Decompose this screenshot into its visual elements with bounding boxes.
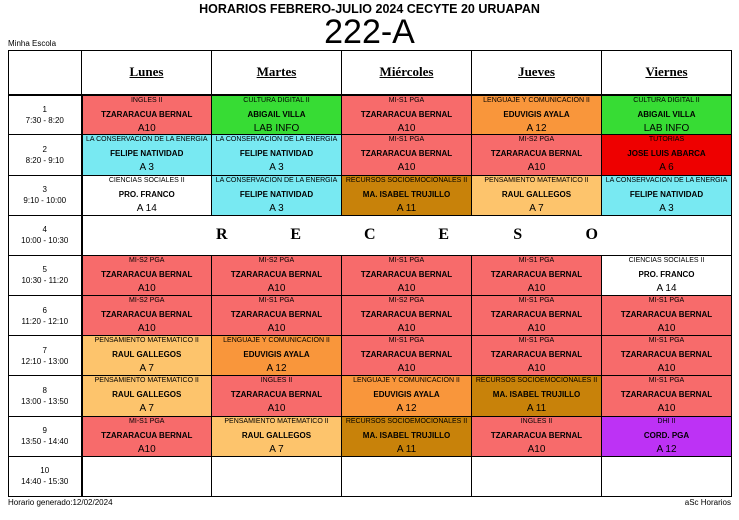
period-number: 3: [42, 185, 47, 195]
lesson-subject: LA CONSERVACION DE LA ENERGIA: [605, 176, 728, 184]
lesson-teacher: TZARARACUA BERNAL: [101, 310, 193, 320]
lesson-cell[interactable]: [342, 135, 472, 175]
lesson-room: A 7: [139, 363, 154, 375]
lesson-room: A10: [527, 162, 546, 174]
lesson-cell[interactable]: [602, 296, 732, 336]
period-number: 9: [42, 426, 47, 436]
lesson-room: A10: [397, 323, 416, 335]
lesson-cell[interactable]: [212, 175, 342, 215]
lesson-cell[interactable]: [342, 95, 472, 135]
period-row: [9, 175, 732, 215]
lesson-cell[interactable]: [82, 376, 212, 416]
lesson-subject: INGLES II: [520, 417, 553, 425]
lesson-cell[interactable]: [82, 416, 212, 456]
lesson-room: A10: [137, 282, 156, 294]
period-number: 5: [42, 265, 47, 275]
lesson-cell[interactable]: [212, 336, 342, 376]
lesson-room: A10: [267, 403, 286, 415]
lesson-subject: MI-S1 PGA: [388, 256, 425, 264]
period-time: 7:30 - 8:20: [25, 116, 64, 126]
lesson-subject: MI-S1 PGA: [129, 417, 165, 425]
lesson-teacher: MA. ISABEL TRUJILLO: [362, 189, 451, 199]
lesson-room: A10: [657, 403, 676, 415]
period-time: 8:20 - 9:10: [25, 155, 64, 165]
lesson-teacher: ABIGAIL VILLA: [247, 109, 306, 119]
lesson-room: A 11: [526, 403, 547, 415]
lesson-room: A10: [397, 162, 416, 174]
lesson-room: A10: [397, 282, 416, 294]
lesson-teacher: TZARARACUA BERNAL: [360, 149, 453, 159]
period-time: 13:00 - 13:50: [21, 396, 69, 406]
period-number: 8: [42, 385, 47, 395]
lesson-room: A10: [527, 282, 546, 294]
lesson-cell[interactable]: [472, 336, 602, 376]
lesson-room: A 7: [529, 202, 544, 214]
day-header-miercoles: Miércoles: [342, 51, 472, 95]
lesson-subject: TUTORIAS: [648, 136, 685, 144]
lesson-room: A10: [527, 363, 546, 375]
lesson-teacher: ABIGAIL VILLA: [637, 109, 696, 119]
lesson-cell[interactable]: [602, 135, 732, 175]
period-row: [9, 296, 732, 336]
period-label: [9, 215, 82, 255]
lesson-cell[interactable]: [472, 296, 602, 336]
day-header-martes: Martes: [212, 51, 342, 95]
lesson-room: A10: [527, 323, 546, 335]
lesson-teacher: TZARARACUA BERNAL: [360, 269, 453, 279]
lesson-cell[interactable]: [212, 416, 342, 456]
lesson-cell[interactable]: [342, 296, 472, 336]
lesson-room: A 6: [659, 162, 674, 174]
day-header-lunes: Lunes: [82, 51, 212, 95]
lesson-teacher: TZARARACUA BERNAL: [230, 310, 323, 320]
period-time: 10:30 - 11:20: [21, 276, 69, 286]
lesson-room: A10: [137, 443, 156, 455]
lesson-cell[interactable]: [472, 135, 602, 175]
period-label: [9, 376, 82, 416]
period-row: [9, 336, 732, 376]
period-row: [9, 376, 732, 416]
lesson-teacher: TZARARACUA BERNAL: [101, 269, 193, 279]
lesson-cell[interactable]: [82, 95, 212, 135]
period-label: [9, 416, 82, 456]
generated-date: Horario generado:12/02/2024: [8, 498, 113, 507]
lesson-subject: PENSAMIENTO MATEMATICO II: [94, 377, 199, 385]
lesson-room: A 14: [136, 202, 157, 214]
lesson-teacher: FELIPE NATIVIDAD: [239, 149, 314, 159]
lesson-room: A10: [657, 323, 676, 335]
period-number: 2: [42, 144, 47, 154]
timetable: [8, 50, 732, 497]
lesson-room: A 12: [396, 403, 417, 415]
lesson-cell[interactable]: [82, 336, 212, 376]
period-number: 6: [42, 305, 47, 315]
lesson-cell[interactable]: [212, 95, 342, 135]
lesson-subject: CULTURA DIGITAL II: [243, 96, 310, 104]
period-label: [9, 456, 82, 496]
lesson-subject: MI-S1 PGA: [518, 337, 555, 345]
lesson-teacher: RAUL GALLEGOS: [501, 189, 572, 199]
period-time: 14:40 - 15:30: [21, 477, 69, 487]
lesson-teacher: EDUVIGIS AYALA: [503, 109, 570, 119]
lesson-teacher: PRO. FRANCO: [118, 189, 175, 199]
lesson-subject: MI-S2 PGA: [129, 297, 165, 305]
lesson-subject: MI-S1 PGA: [648, 297, 685, 305]
lesson-room: A10: [267, 282, 286, 294]
period-row: [9, 416, 732, 456]
recess-letter: C: [363, 226, 376, 244]
lesson-teacher: TZARARACUA BERNAL: [360, 109, 453, 119]
period-number: 10: [40, 466, 50, 476]
lesson-teacher: MA. ISABEL TRUJILLO: [362, 430, 451, 440]
lesson-teacher: FELIPE NATIVIDAD: [629, 189, 704, 199]
lesson-teacher: TZARARACUA BERNAL: [101, 109, 193, 119]
period-label: [9, 95, 82, 135]
lesson-subject: CULTURA DIGITAL II: [633, 96, 700, 104]
lesson-teacher: PRO. FRANCO: [638, 269, 695, 279]
period-time: 11:20 - 12:10: [21, 316, 69, 326]
lesson-room: LAB INFO: [643, 122, 690, 134]
empty-slot: [342, 456, 472, 496]
period-number: 7: [42, 345, 47, 355]
lesson-cell[interactable]: [472, 95, 602, 135]
lesson-teacher: EDUVIGIS AYALA: [243, 350, 310, 360]
lesson-room: A 11: [396, 443, 417, 455]
lesson-teacher: TZARARACUA BERNAL: [490, 310, 583, 320]
lesson-cell[interactable]: [602, 255, 732, 295]
lesson-cell[interactable]: [212, 135, 342, 175]
lesson-cell[interactable]: [82, 135, 212, 175]
lesson-cell[interactable]: [342, 175, 472, 215]
lesson-room: A 14: [656, 282, 677, 294]
empty-slot: [602, 456, 732, 496]
lesson-room: A 12: [266, 363, 287, 375]
lesson-cell[interactable]: [472, 255, 602, 295]
lesson-room: A 11: [396, 202, 417, 214]
period-number: 1: [42, 105, 47, 115]
lesson-cell[interactable]: [472, 416, 602, 456]
lesson-teacher: TZARARACUA BERNAL: [230, 269, 323, 279]
day-header-row: [9, 51, 732, 95]
class-name: 222-A: [324, 13, 415, 51]
lesson-room: A10: [137, 323, 156, 335]
lesson-teacher: TZARARACUA BERNAL: [620, 310, 713, 320]
lesson-room: A 3: [139, 162, 154, 174]
schedule-title: HORARIOS FEBRERO-JULIO 2024 CECYTE 20 URUAPAN: [199, 2, 540, 16]
lesson-teacher: RAUL GALLEGOS: [112, 350, 182, 360]
brand-credit: aSc Horarios: [684, 498, 731, 507]
lesson-subject: LENGUAJE Y COMUNICACIÓN II: [353, 377, 460, 385]
lesson-cell[interactable]: [472, 175, 602, 215]
period-label: [9, 255, 82, 295]
lesson-subject: RECURSOS SOCIOEMOCIONALES II: [345, 176, 468, 184]
lesson-room: LAB INFO: [253, 122, 300, 134]
lesson-teacher: RAUL GALLEGOS: [112, 390, 182, 400]
lesson-teacher: TZARARACUA BERNAL: [490, 269, 583, 279]
empty-slot: [472, 456, 602, 496]
recess-letter: E: [290, 226, 302, 244]
period-row: [9, 135, 732, 175]
lesson-subject: MI-S1 PGA: [388, 136, 425, 144]
recess-letter: S: [513, 226, 523, 244]
lesson-cell[interactable]: [212, 376, 342, 416]
period-row: [9, 215, 732, 255]
lesson-subject: LA CONSERVACION DE LA ENERGIA: [215, 176, 338, 184]
lesson-subject: LENGUAJE Y COMUNICACIÓN II: [223, 337, 330, 345]
period-time: 9:10 - 10:00: [23, 196, 67, 206]
day-header-viernes: Viernes: [602, 51, 732, 95]
lesson-room: A10: [657, 363, 676, 375]
lesson-subject: RECURSOS SOCIOEMOCIONALES II: [345, 417, 468, 425]
lesson-teacher: TZARARACUA BERNAL: [490, 149, 583, 159]
lesson-subject: CIENCIAS SOCIALES II: [628, 256, 705, 264]
period-label: [9, 175, 82, 215]
lesson-subject: MI-S1 PGA: [648, 337, 685, 345]
period-time: 10:00 - 10:30: [21, 236, 69, 246]
lesson-subject: RECURSOS SOCIOEMOCIONALES II: [475, 377, 598, 385]
recess-letter: O: [585, 226, 598, 244]
lesson-cell[interactable]: [602, 336, 732, 376]
lesson-cell[interactable]: [212, 296, 342, 336]
recess-banner: [82, 215, 732, 255]
empty-slot: [82, 456, 212, 496]
lesson-subject: DHI II: [657, 417, 676, 425]
lesson-subject: MI-S2 PGA: [518, 136, 555, 144]
period-time: 12:10 - 13:00: [21, 356, 69, 366]
period-label: [9, 135, 82, 175]
lesson-cell[interactable]: [342, 336, 472, 376]
lesson-cell[interactable]: [212, 255, 342, 295]
lesson-teacher: TZARARACUA BERNAL: [360, 310, 453, 320]
lesson-subject: INGLES II: [260, 377, 293, 385]
lesson-teacher: TZARARACUA BERNAL: [490, 350, 583, 360]
period-number: 4: [42, 225, 47, 235]
lesson-subject: MI-S1 PGA: [518, 256, 555, 264]
lesson-subject: INGLES II: [130, 96, 163, 104]
lesson-teacher: FELIPE NATIVIDAD: [239, 189, 314, 199]
corner-cell: [9, 51, 82, 95]
lesson-room: A 12: [656, 443, 677, 455]
lesson-cell[interactable]: [82, 255, 212, 295]
lesson-teacher: TZARARACUA BERNAL: [360, 350, 453, 360]
lesson-subject: MI-S1 PGA: [518, 297, 555, 305]
lesson-room: A 3: [269, 162, 284, 174]
recess-letter: R: [215, 226, 228, 244]
lesson-room: A 3: [269, 202, 284, 214]
lesson-subject: CIENCIAS SOCIALES II: [108, 176, 185, 184]
period-label: [9, 296, 82, 336]
lesson-subject: LENGUAJE Y COMUNICACIÓN II: [483, 96, 590, 104]
lesson-teacher: FELIPE NATIVIDAD: [110, 149, 184, 159]
lesson-teacher: TZARARACUA BERNAL: [620, 390, 713, 400]
lesson-subject: LA CONSERVACION DE LA ENERGIA: [215, 136, 338, 144]
lesson-cell[interactable]: [82, 296, 212, 336]
lesson-subject: PENSAMIENTO MATEMATICO II: [94, 337, 199, 345]
lesson-subject: MI-S2 PGA: [258, 256, 295, 264]
period-row: [9, 456, 732, 496]
lesson-cell[interactable]: [342, 255, 472, 295]
lesson-cell[interactable]: [342, 416, 472, 456]
lesson-cell[interactable]: [602, 95, 732, 135]
lesson-teacher: TZARARACUA BERNAL: [101, 430, 193, 440]
lesson-cell[interactable]: [472, 376, 602, 416]
lesson-teacher: TZARARACUA BERNAL: [620, 350, 713, 360]
lesson-room: A 7: [269, 443, 284, 455]
lesson-room: A10: [397, 363, 416, 375]
period-row: [9, 255, 732, 295]
lesson-cell[interactable]: [602, 416, 732, 456]
lesson-cell[interactable]: [82, 175, 212, 215]
lesson-subject: MI-S2 PGA: [129, 256, 165, 264]
lesson-subject: PENSAMIENTO MATEMATICO II: [224, 417, 329, 425]
lesson-teacher: EDUVIGIS AYALA: [373, 390, 440, 400]
lesson-subject: LA CONSERVACION DE LA ENERGIA: [85, 136, 208, 144]
lesson-teacher: TZARARACUA BERNAL: [490, 430, 583, 440]
lesson-room: A 7: [139, 403, 154, 415]
lesson-room: A10: [527, 443, 546, 455]
school-name: Minha Escola: [8, 39, 57, 48]
lesson-subject: MI-S1 PGA: [388, 96, 425, 104]
lesson-cell[interactable]: [602, 376, 732, 416]
lesson-teacher: CORD. PGA: [643, 430, 690, 440]
period-time: 13:50 - 14:40: [21, 437, 69, 447]
lesson-teacher: TZARARACUA BERNAL: [230, 390, 323, 400]
lesson-subject: MI-S1 PGA: [258, 297, 295, 305]
lesson-cell[interactable]: [342, 376, 472, 416]
lesson-room: A10: [267, 323, 286, 335]
lesson-subject: MI-S2 PGA: [388, 297, 425, 305]
lesson-room: A10: [397, 122, 416, 134]
lesson-room: A 3: [659, 202, 674, 214]
empty-slot: [212, 456, 342, 496]
lesson-subject: MI-S1 PGA: [648, 377, 685, 385]
lesson-room: A 12: [526, 122, 547, 134]
period-row: [9, 95, 732, 135]
lesson-teacher: RAUL GALLEGOS: [241, 430, 312, 440]
period-label: [9, 336, 82, 376]
recess-letter: E: [438, 226, 450, 244]
lesson-teacher: MA. ISABEL TRUJILLO: [492, 390, 581, 400]
lesson-subject: PENSAMIENTO MATEMATICO II: [484, 176, 589, 184]
lesson-subject: MI-S1 PGA: [388, 337, 425, 345]
lesson-room: A10: [137, 122, 156, 134]
lesson-teacher: JOSE LUIS ABARCA: [627, 149, 706, 159]
lesson-cell[interactable]: [602, 175, 732, 215]
day-header-jueves: Jueves: [472, 51, 602, 95]
